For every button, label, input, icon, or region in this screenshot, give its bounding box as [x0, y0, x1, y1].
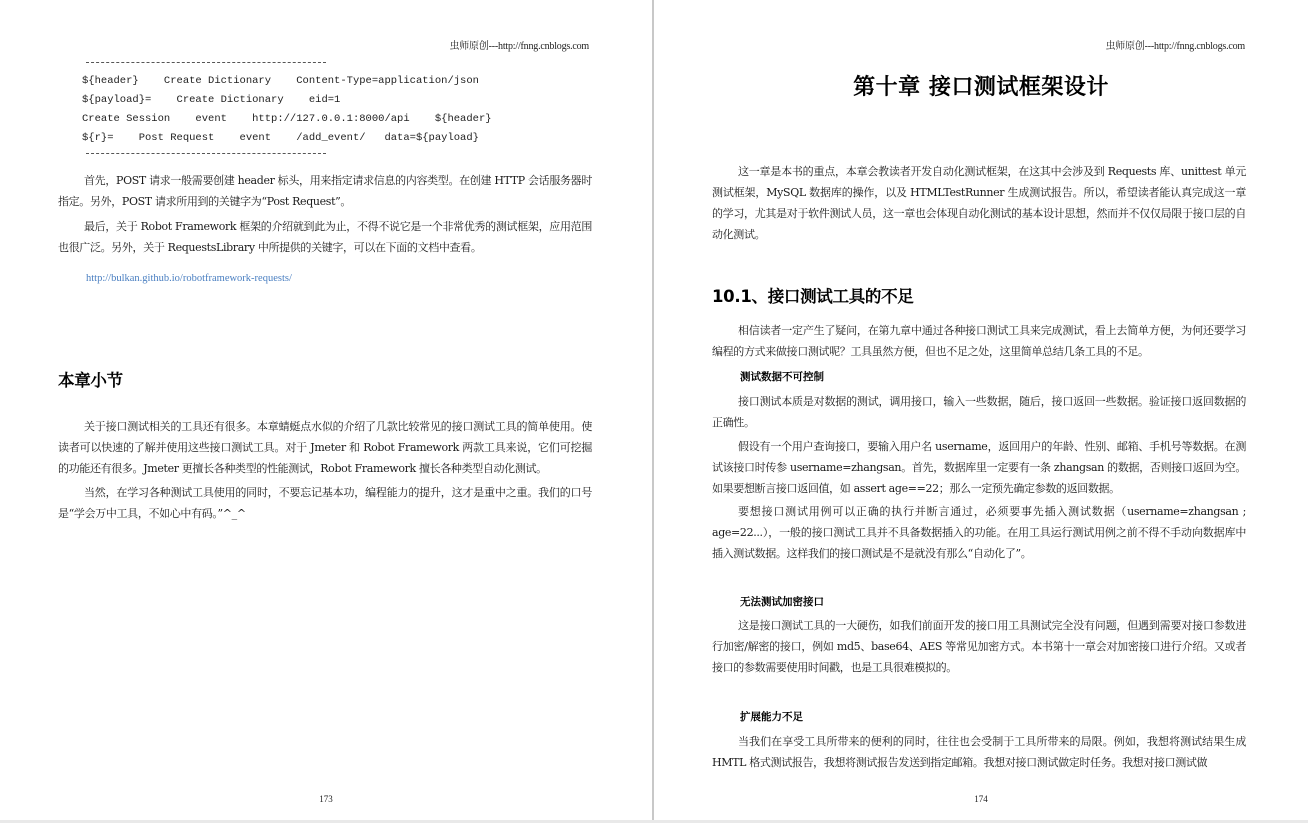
page-number: 174: [974, 794, 988, 804]
paragraph: 当我们在享受工具所带来的便利的同时，往往也会受制于工具所带来的局限。例如，我想将测试结果生成 HMTL 格式测试报告，我想将测试报告发送到指定邮箱。我想对接口测试做定时任务。我想对接口测试做: [712, 735, 1246, 769]
paragraph: 当然，在学习各种测试工具使用的同时，不要忘记基本功，编程能力的提升，这才是重中之重。我们的口号是“学会万中工具，不如心中有码。”^_^: [58, 486, 592, 520]
section-heading: 本章小节: [58, 371, 123, 390]
paragraph: 接口测试本质是对数据的测试，调用接口，输入一些数据，随后，接口返回一些数据。验证接口返回数据的正确性。: [712, 395, 1246, 429]
paragraph: 这是接口测试工具的一大硬伤，如我们前面开发的接口用工具测试完全没有问题，但遇到需要对接口参数进行加密/解密的接口，例如 md5、base64、AES 等常见加密方式。本书第十一章会对加密接口进行介绍。又或者接口的参数需要使用时间戳，也是工具很难模拟的。: [712, 619, 1246, 674]
section-heading: 10.1、接口测试工具的不足: [712, 287, 914, 306]
paragraph: 要想接口测试用例可以正确的执行并断言通过，必须要事先插入测试数据（username=zhangsan ; age=22...），一般的接口测试工具并不具备数据插入的功能。在用工具运行测试用例之前不得不手动向数据库中插入测试数据。这样我们的接口测试是不是就没有那么“自动化了”。: [712, 505, 1246, 560]
code-line: ${payload}= Create Dictionary eid=1: [82, 94, 341, 106]
running-header: 虫师原创---http://fnng.cnblogs.com: [1105, 41, 1245, 52]
paragraph: 这一章是本书的重点，本章会教读者开发自动化测试框架，在这其中会涉及到 Requests 库、unittest 单元测试框架，MySQL 数据库的操作，以及 HTMLTestRunner 生成测试报告。所以，希望读者能认真完成这一章的学习，尤其是对于软件测试人员，这一章也会体现自动化测试的基本设计思想，然而并不仅仅局限于接口层的自动化测试。: [712, 165, 1246, 241]
running-header: 虫师原创---http://fnng.cnblogs.com: [449, 41, 589, 52]
code-line: ${header} Create Dictionary Content-Type=application/json: [82, 75, 479, 87]
paragraph: 最后，关于 Robot Framework 框架的介绍就到此为止，不得不说它是一个非常优秀的测试框架，应用范围也很广泛。另外，关于 RequestsLibrary 中所提供的关键字，可以在下面的文档中查看。: [58, 220, 592, 254]
code-line: Create Session event http://127.0.0.1:8000/api ${header}: [82, 113, 492, 125]
chapter-title: 第十章 接口测试框架设计: [853, 75, 1109, 100]
paragraph: 假设有一个用户查询接口，要输入用户名 username，返回用户的年龄、性别、邮箱、手机号等数据。在测试该接口时传参 username=zhangsan。首先，数据库里一定要有一条 zhangsan 的数据，否则接口返回为空。如果要想断言接口返回值，如 assert age==22；那么一定预先确定参数的返回数据。: [712, 440, 1246, 495]
docs-link[interactable]: http://bulkan.github.io/robotframework-requests/: [86, 273, 292, 284]
page-number: 173: [319, 794, 333, 804]
paragraph: 相信读者一定产生了疑问，在第九章中通过各种接口测试工具来完成测试，看上去简单方便，为何还要学习编程的方式来做接口测试呢？工具虽然方便，但也不足之处，这里简单总结几条工具的不足。: [712, 324, 1246, 358]
paragraph: 首先，POST 请求一般需要创建 header 标头，用来指定请求信息的内容类型。在创建 HTTP 会话服务器时指定。另外，POST 请求所用到的关键字为“Post Request”。: [58, 174, 592, 208]
paragraph: 关于接口测试相关的工具还有很多。本章蜻蜓点水似的介绍了几款比较常见的接口测试工具的简单使用。使读者可以快速的了解并使用这些接口测试工具。对于 Jmeter 和 Robot Framework 两款工具来说，它们可挖掘的功能还有很多。Jmeter 更擅长各种类型的性能测试，Robot Framework 擅长各种类型自动化测试。: [58, 420, 592, 475]
subsection-heading: 无法测试加密接口: [740, 596, 824, 608]
code-line: ${r}= Post Request event /add_event/ data=${payload}: [82, 132, 479, 144]
subsection-heading: 扩展能力不足: [740, 711, 803, 723]
subsection-heading: 测试数据不可控制: [740, 371, 824, 383]
